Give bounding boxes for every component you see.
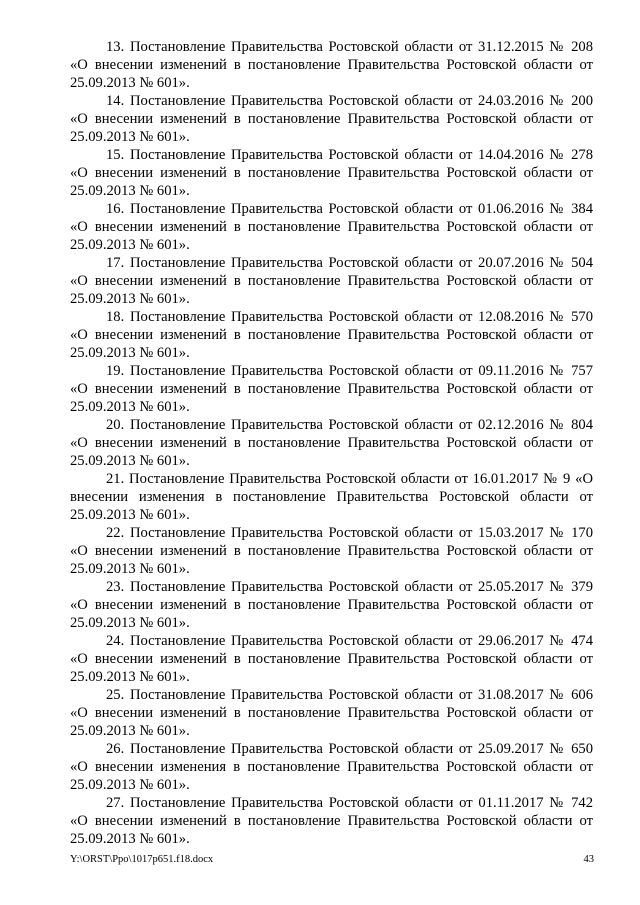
document-body — [70, 38, 593, 848]
list-item: 23. Постановление Правительства Ростовской области от 25.05.2017 № 379 «О внесении изменений в постановление Правительства Ростовской области от 25.09.2013 № 601». — [70, 579, 593, 631]
list-item: 21. Постановление Правительства Ростовской области от 16.01.2017 № 9 «О внесении изменения в постановление Правительства Ростовской области от 25.09.2013 № 601». — [70, 471, 593, 523]
page-footer — [70, 853, 594, 866]
list-item: 20. Постановление Правительства Ростовской области от 02.12.2016 № 804 «О внесении изменений в постановление Правительства Ростовской области от 25.09.2013 № 601». — [70, 417, 593, 469]
list-item: 25. Постановление Правительства Ростовской области от 31.08.2017 № 606 «О внесении изменений в постановление Правительства Ростовской области от 25.09.2013 № 601». — [70, 687, 593, 739]
list-item: 14. Постановление Правительства Ростовской области от 24.03.2016 № 200 «О внесении изменений в постановление Правительства Ростовской области от 25.09.2013 № 601». — [70, 93, 593, 145]
list-item: 17. Постановление Правительства Ростовской области от 20.07.2016 № 504 «О внесении изменений в постановление Правительства Ростовской области от 25.09.2013 № 601». — [70, 255, 593, 307]
list-item: 26. Постановление Правительства Ростовской области от 25.09.2017 № 650 «О внесении изменения в постановление Правительства Ростовской области от 25.09.2013 № 601». — [70, 741, 593, 793]
list-item: 24. Постановление Правительства Ростовской области от 29.06.2017 № 474 «О внесении изменений в постановление Правительства Ростовской области от 25.09.2013 № 601». — [70, 633, 593, 685]
list-item: 16. Постановление Правительства Ростовской области от 01.06.2016 № 384 «О внесении изменений в постановление Правительства Ростовской области от 25.09.2013 № 601». — [70, 201, 593, 253]
list-item: 19. Постановление Правительства Ростовской области от 09.11.2016 № 757 «О внесении изменений в постановление Правительства Ростовской области от 25.09.2013 № 601». — [70, 363, 593, 415]
page-number: 43 — [583, 854, 594, 865]
list-item: 15. Постановление Правительства Ростовской области от 14.04.2016 № 278 «О внесении изменений в постановление Правительства Ростовской области от 25.09.2013 № 601». — [70, 147, 593, 199]
list-item: 13. Постановление Правительства Ростовской области от 31.12.2015 № 208 «О внесении изменений в постановление Правительства Ростовской области от 25.09.2013 № 601». — [70, 39, 593, 91]
file-path: Y:\ORST\Ppo\1017p651.f18.docx — [70, 854, 214, 865]
list-item: 18. Постановление Правительства Ростовской области от 12.08.2016 № 570 «О внесении изменений в постановление Правительства Ростовской области от 25.09.2013 № 601». — [70, 309, 593, 361]
list-item: 22. Постановление Правительства Ростовской области от 15.03.2017 № 170 «О внесении изменений в постановление Правительства Ростовской области от 25.09.2013 № 601». — [70, 525, 593, 577]
list-item: 27. Постановление Правительства Ростовской области от 01.11.2017 № 742 «О внесении изменений в постановление Правительства Ростовской области от 25.09.2013 № 601». — [70, 795, 593, 847]
